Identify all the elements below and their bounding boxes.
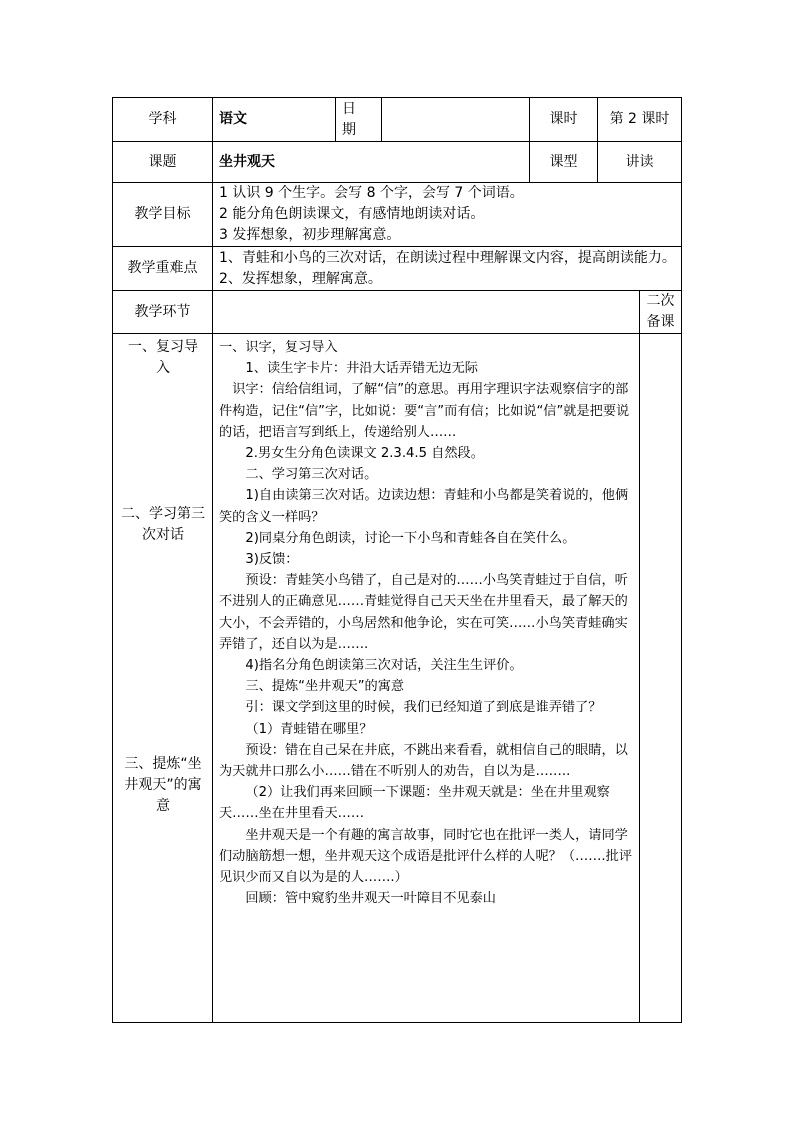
difficulties-label: 教学重难点 xyxy=(113,247,213,291)
steps-header-row xyxy=(113,291,682,334)
subject-value: 语文 xyxy=(213,98,336,142)
step-3-label-c: 意 xyxy=(156,798,170,814)
content-para: 二、学习第三次对话。 xyxy=(245,467,378,483)
difficulties-row xyxy=(113,247,682,291)
lesson-plan-table xyxy=(112,97,682,1023)
topic-value: 坐井观天 xyxy=(213,142,530,183)
content-para: 2)同桌分角色朗读，讨论一下小鸟和青蛙各自在笑什么。 xyxy=(245,530,576,546)
date-label-2: 期 xyxy=(342,121,356,138)
content-para: 4)指名分角色朗读第三次对话，关注生生评价。 xyxy=(245,658,523,674)
content-para: 三、提炼“坐井观天”的寓意 xyxy=(245,679,405,695)
second-prep-label: 二次备课 xyxy=(640,291,682,334)
type-value: 讲读 xyxy=(598,142,682,183)
difficulties-content xyxy=(213,247,682,291)
steps-body-row xyxy=(113,334,682,1023)
content-para: （2）让我们再来回顾一下课题：坐井观天就是：坐在井里观察天……坐在井里看天…… xyxy=(219,785,610,822)
period-value: 第 2 课时 xyxy=(598,98,682,142)
goals-content xyxy=(213,183,682,247)
content-para: 1、读生字卡片：井沿大话弄错无边无际 xyxy=(245,361,478,377)
content-para: 一、识字，复习导入 xyxy=(219,340,338,355)
content-para: 回顾：管中窥豹坐井观天一叶障目不见泰山 xyxy=(245,891,496,907)
subject-label: 学科 xyxy=(113,98,213,142)
topic-label: 课题 xyxy=(113,142,213,183)
date-value xyxy=(382,98,530,142)
step-labels-column xyxy=(113,334,213,1023)
goal-line: 3 发挥想象，初步理解寓意。 xyxy=(219,227,401,243)
difficulty-line: 1、青蛙和小鸟的三次对话，在朗读过程中理解课文内容，提高朗读能力。 xyxy=(219,249,676,266)
steps-header-label: 教学环节 xyxy=(113,291,213,334)
difficulty-line: 2、发挥想象，理解寓意。 xyxy=(219,270,382,287)
steps-header-middle xyxy=(213,291,640,334)
second-prep-column xyxy=(640,334,682,1023)
header-row-2 xyxy=(113,142,682,183)
period-label: 课时 xyxy=(530,98,598,142)
teaching-content xyxy=(213,334,640,1023)
content-para: 3)反馈： xyxy=(245,552,299,568)
content-para: 识字：信给信组词，了解“信”的意思。再用字理识字法观察信字的部件构造，记住“信”字，比如说：要“言”而有信；比如说“信”就是把要说的话，把语言写到纸上，传递给别人…… xyxy=(219,382,630,440)
header-row-1 xyxy=(113,98,682,142)
step-1-label-b: 入 xyxy=(156,360,170,376)
content-para: 2.男女生分角色读课文 2.3.4.5 自然段。 xyxy=(245,446,484,462)
content-para: 坐井观天是一个有趣的寓言故事，同时它也在批评一类人，请同学们动脑筋想一想，坐井观天这个成语是批评什么样的人呢？（…….批评见识少而又自以为是的人…….） xyxy=(219,827,633,886)
content-para: （1）青蛙错在哪里？ xyxy=(245,721,373,737)
step-2-label-a: 二、学习第三 xyxy=(121,506,205,522)
goal-line: 2 能分角色朗读课文，有感情地朗读对话。 xyxy=(219,206,485,222)
date-label-1: 日 xyxy=(342,100,356,117)
content-para: 引：课文学到这里的时候，我们已经知道了到底是谁弄错了？ xyxy=(245,700,602,716)
goals-row xyxy=(113,183,682,247)
step-2-label-b: 次对话 xyxy=(142,527,184,543)
type-label: 课型 xyxy=(530,142,598,183)
content-para: 预设：青蛙笑小鸟错了，自己是对的……小鸟笑青蛙过于自信，听不进别人的正确意见……青蛙觉得自己天天坐在井里看天，最了解天的大小，不会弄错的，小鸟居然和他争论，实在可笑……小鸟笑青蛙确实弄错了，还自以为是……. xyxy=(219,573,628,652)
date-label xyxy=(336,98,382,142)
step-1-label-a: 一、复习导 xyxy=(128,339,198,355)
step-3-label-b: 井观天”的寓 xyxy=(124,777,202,793)
goals-label: 教学目标 xyxy=(113,183,213,247)
step-3-label-a: 三、提炼“坐 xyxy=(124,756,202,772)
goal-line: 1 认识 9 个生字。会写 8 个字，会写 7 个词语。 xyxy=(219,185,524,201)
content-para: 1)自由读第三次对话。边读边想：青蛙和小鸟都是笑着说的，他俩笑的含义一样吗？ xyxy=(219,488,629,525)
content-para: 预设：错在自己呆在井底，不跳出来看看，就相信自己的眼睛，以为天就井口那么小……错在不听别人的劝告，自以为是…….. xyxy=(219,742,628,780)
